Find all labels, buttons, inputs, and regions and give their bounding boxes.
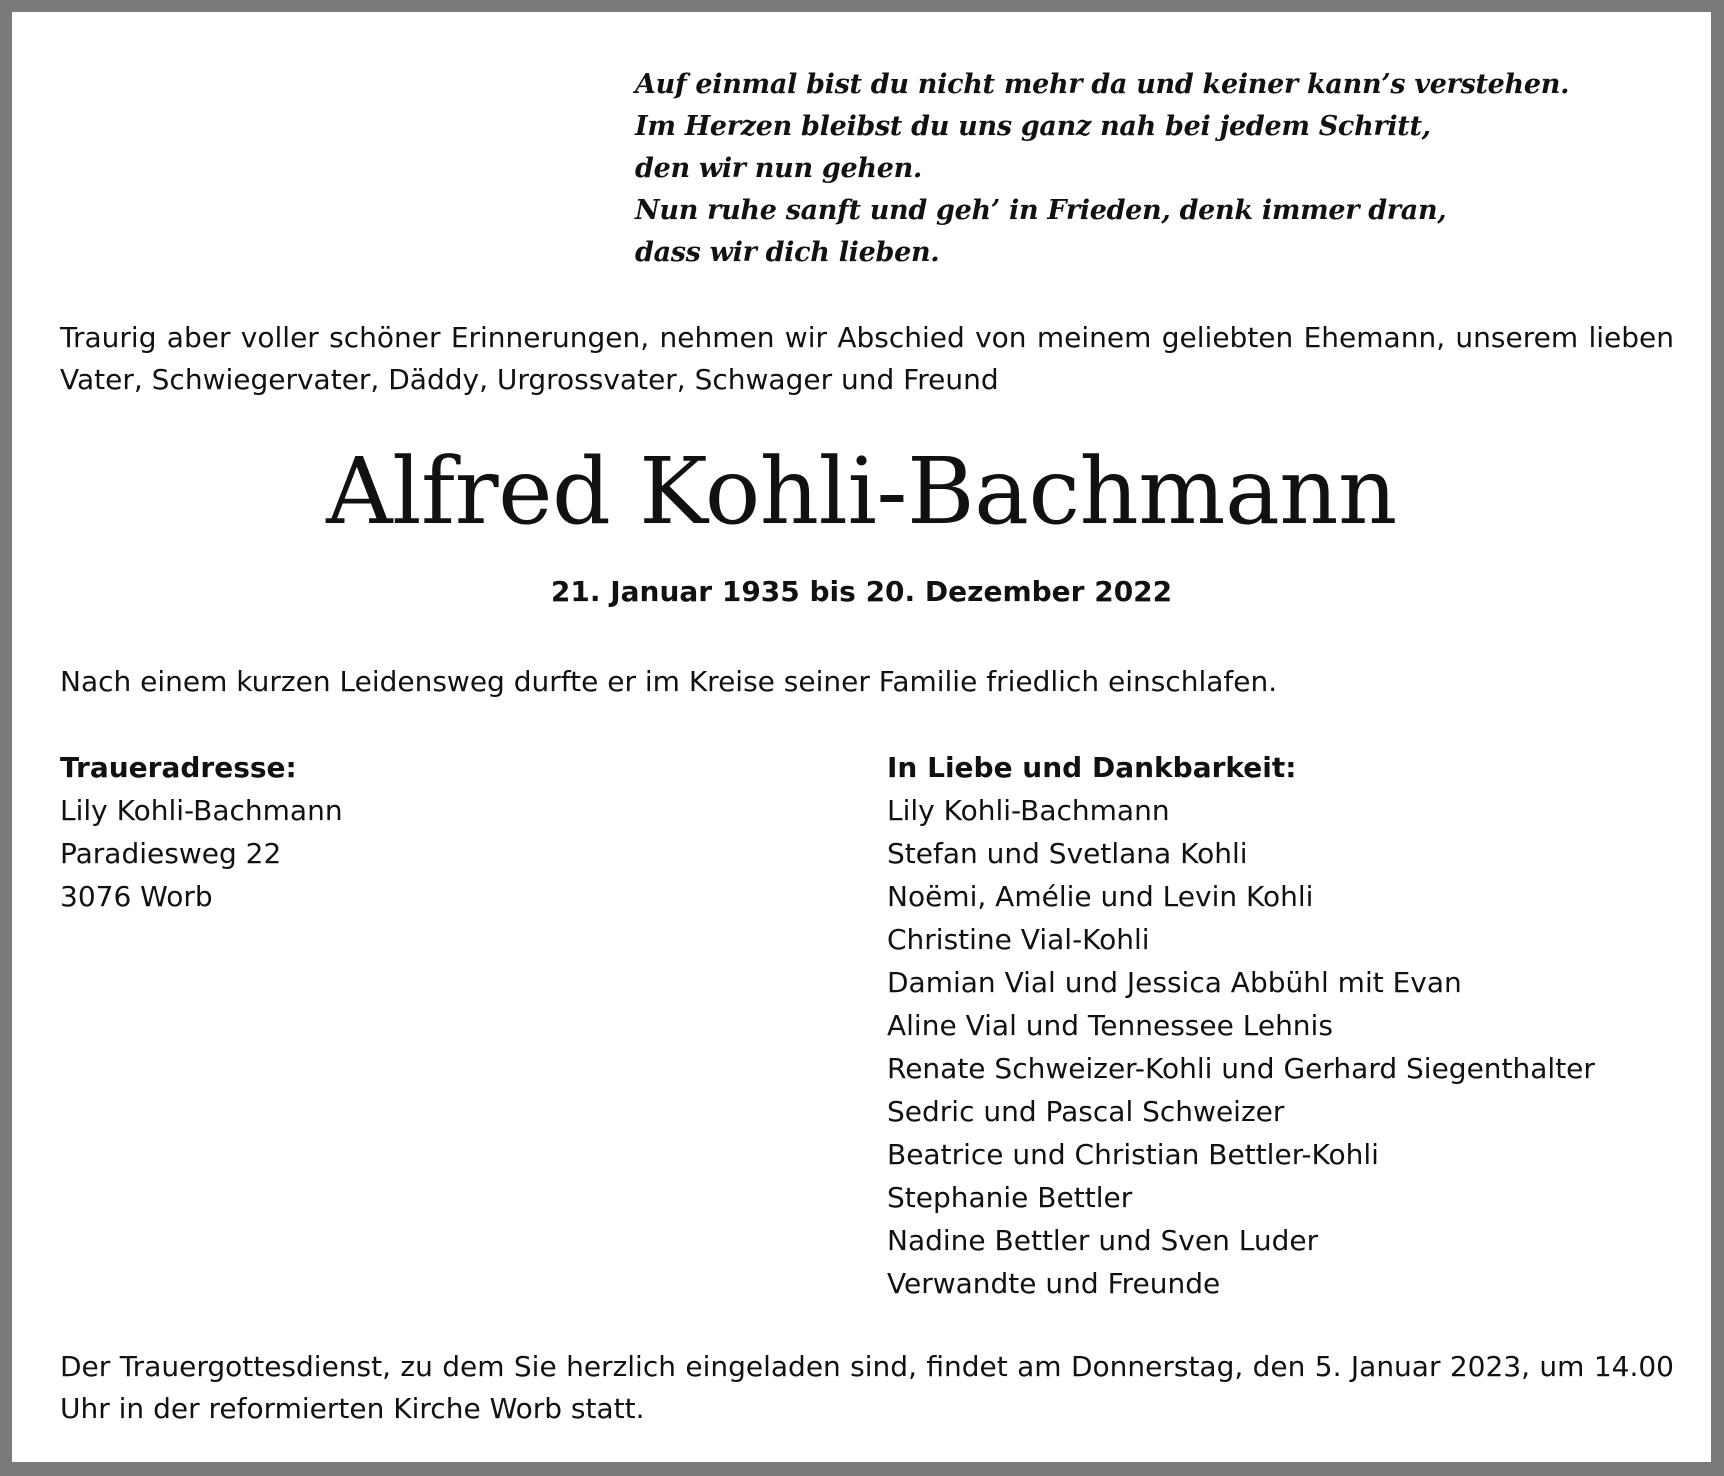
address-line: Lily Kohli-Bachmann xyxy=(60,794,343,827)
mourner-name: Aline Vial und Tennessee Lehnis xyxy=(887,1009,1333,1042)
mourner-name: Stefan und Svetlana Kohli xyxy=(887,837,1248,870)
poem-line: Auf einmal bist du nicht mehr da und keiner kann’s verstehen. xyxy=(635,69,1570,100)
mourner-name: Christine Vial-Kohli xyxy=(887,923,1150,956)
funeral-service-text: Der Trauergottesdienst, zu dem Sie herzlich eingeladen sind, findet am Donnerstag, den 5. Januar 2023, um 14.00 Uhr in der reformierten Kirche Worb statt. xyxy=(60,1350,1674,1425)
poem-line: Nun ruhe sanft und geh’ in Frieden, denk immer dran, xyxy=(635,195,1447,226)
mourner-name: Beatrice und Christian Bettler-Kohli xyxy=(887,1138,1379,1171)
mourner-name: Sedric und Pascal Schweizer xyxy=(887,1095,1285,1128)
obituary-notice xyxy=(12,12,1711,1462)
deceased-name: Alfred Kohli-Bachmann xyxy=(326,438,1397,545)
address-line: Paradiesweg 22 xyxy=(60,837,282,870)
poem-line: den wir nun gehen. xyxy=(635,153,922,184)
mourner-name: Damian Vial und Jessica Abbühl mit Evan xyxy=(887,966,1462,999)
poem-line: dass wir dich lieben. xyxy=(635,237,940,268)
mourner-name: Nadine Bettler und Sven Luder xyxy=(887,1224,1319,1257)
mourner-name: Renate Schweizer-Kohli und Gerhard Siegenthalter xyxy=(887,1052,1595,1085)
mourner-name: Noëmi, Amélie und Levin Kohli xyxy=(887,880,1314,913)
intro-text: Traurig aber voller schöner Erinnerungen, nehmen wir Abschied von meinem geliebten Ehemann, unserem lieben Vater, Schwiegervater, Däddy, Urgrossvater, Schwager und Freund xyxy=(60,321,1674,396)
mourner-name: Lily Kohli-Bachmann xyxy=(887,794,1170,827)
passing-text: Nach einem kurzen Leidensweg durfte er im Kreise seiner Familie friedlich einschlafen. xyxy=(60,665,1278,698)
life-dates: 21. Januar 1935 bis 20. Dezember 2022 xyxy=(550,575,1173,608)
address-line: 3076 Worb xyxy=(60,880,213,913)
mourners-heading: In Liebe und Dankbarkeit: xyxy=(887,751,1297,784)
mourning-address-heading: Traueradresse: xyxy=(60,751,297,784)
mourner-name: Verwandte und Freunde xyxy=(887,1267,1221,1300)
poem-line: Im Herzen bleibst du uns ganz nah bei jedem Schritt, xyxy=(635,111,1431,142)
mourners-list xyxy=(887,746,1595,1305)
mourner-name: Stephanie Bettler xyxy=(887,1181,1133,1214)
mourning-address xyxy=(60,746,343,918)
memorial-poem xyxy=(635,64,1569,274)
